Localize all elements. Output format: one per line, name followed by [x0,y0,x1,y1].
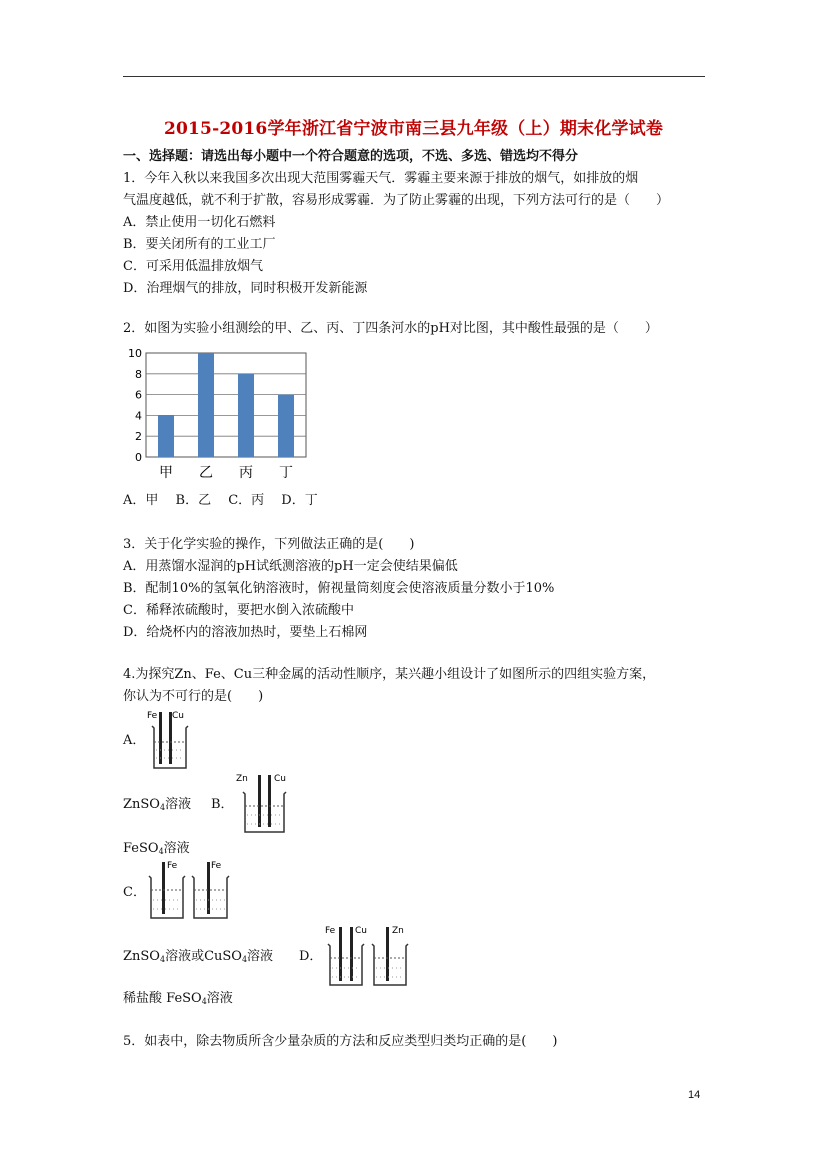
cu-label: Cu [355,926,367,936]
q4-diagram-a [146,708,192,772]
q4-caption-d: 稀盐酸 FeSO$_4$溶液 [123,991,233,1006]
x-tick-label: 丁 [279,465,293,481]
fe-label: Fe [147,711,158,721]
section-heading: 一、选择题：请选出每小题中一个符合题意的选项，不选、多选、错选均不得分 [123,149,579,164]
q4-option-b-label: B． [211,797,234,812]
q4-diagram-b [234,770,292,836]
beaker-right [192,876,229,918]
page-title: 2015-2016学年浙江省宁波市南三县九年级（上）期末化学试卷 [163,119,664,139]
fe-label: Fe [211,861,222,871]
cu-label: Cu [172,711,184,721]
q4-caption-a: ZnSO$_4$溶液 [123,797,192,812]
x-tick-label: 丙 [239,465,253,481]
y-tick-label: 6 [135,388,142,402]
beaker-right [372,944,408,985]
cu-label: Cu [274,774,286,784]
zn-label: Zn [392,926,404,936]
ph-bar-chart [120,345,320,485]
q5-stem: 5．如表中，除去物质所含少量杂质的方法和反应类型归类均正确的是( ) [123,1034,558,1049]
q2-stem: 2．如图为实验小组测绘的甲、乙、丙、丁四条河水的pH对比图，其中酸性最强的是（ ） [123,321,658,336]
fe-electrode [159,712,162,764]
x-tick-label: 甲 [159,465,173,481]
bar-3 [278,395,294,457]
cu-electrode [268,775,271,827]
y-tick-label: 10 [128,347,142,360]
bar-2 [238,374,254,457]
beaker-left [149,876,185,918]
q3-stem: 3．关于化学实验的操作，下列做法正确的是( ) [123,537,415,552]
q1-stem-line2: 气温度越低，就不利于扩散，容易形成雾霾．为了防止雾霾的出现，下列方法可行的是（ ） [123,193,670,208]
cu-electrode [350,927,353,981]
bar-1 [198,353,214,457]
fe-label: Fe [167,861,178,871]
q2-options: A．甲 B．乙 C．丙 D．丁 [123,493,318,508]
q1-option-d: D．治理烟气的排放，同时积极开发新能源 [123,281,368,296]
zn-label: Zn [236,774,248,784]
y-tick-label: 2 [135,430,142,444]
x-tick-label: 乙 [199,465,213,481]
q3-option-a: A．用蒸馏水湿润的pH试纸测溶液的pH一定会使结果偏低 [123,559,458,574]
q4-diagram-c [145,858,237,922]
q4-caption-b: FeSO$_4$溶液 [123,841,190,856]
y-tick-label: 4 [135,409,142,423]
beaker [243,792,286,832]
bar-0 [158,415,174,457]
fe-electrode [162,862,165,914]
y-tick-label: 0 [135,451,142,464]
q3-option-d: D．给烧杯内的溶液加热时，要垫上石棉网 [123,625,368,640]
page-number: 14 [688,1089,701,1101]
fe-electrode [207,862,210,914]
q1-stem-line1: 1．今年入秋以来我国多次出现大范围雾霾天气．雾霾主要来源于排放的烟气，如排放的烟 [123,171,639,186]
zn-electrode [258,775,261,827]
q4-option-c-label: C． [123,885,146,900]
q3-option-c: C．稀释浓硫酸时，要把水倒入浓硫酸中 [123,603,354,618]
q4-caption-c: ZnSO$_4$溶液或CuSO$_4$溶液 [123,949,274,964]
q1-option-b: B．要关闭所有的工业工厂 [123,237,276,252]
q4-stem-line2: 你认为不可行的是( ) [123,689,264,704]
q1-option-c: C．可采用低温排放烟气 [123,259,263,274]
q4-stem-line1: 4.为探究Zn、Fe、Cu三种金属的活动性顺序，某兴趣小组设计了如图所示的四组实验方案， [123,667,656,682]
beaker-left [328,944,364,985]
header-rule [123,76,705,77]
q4-option-a-label: A． [123,733,146,748]
q1-option-a: A．禁止使用一切化石燃料 [123,215,276,230]
zn-electrode [386,927,389,981]
fe-electrode [339,927,342,981]
y-tick-label: 8 [135,367,142,381]
q4-option-d-label: D． [299,949,323,964]
q3-option-b: B．配制10%的氢氧化钠溶液时，俯视量筒刻度会使溶液质量分数小于10% [123,581,555,596]
q4-diagram-d [324,922,416,988]
fe-label: Fe [325,926,336,936]
cu-electrode [169,712,172,764]
